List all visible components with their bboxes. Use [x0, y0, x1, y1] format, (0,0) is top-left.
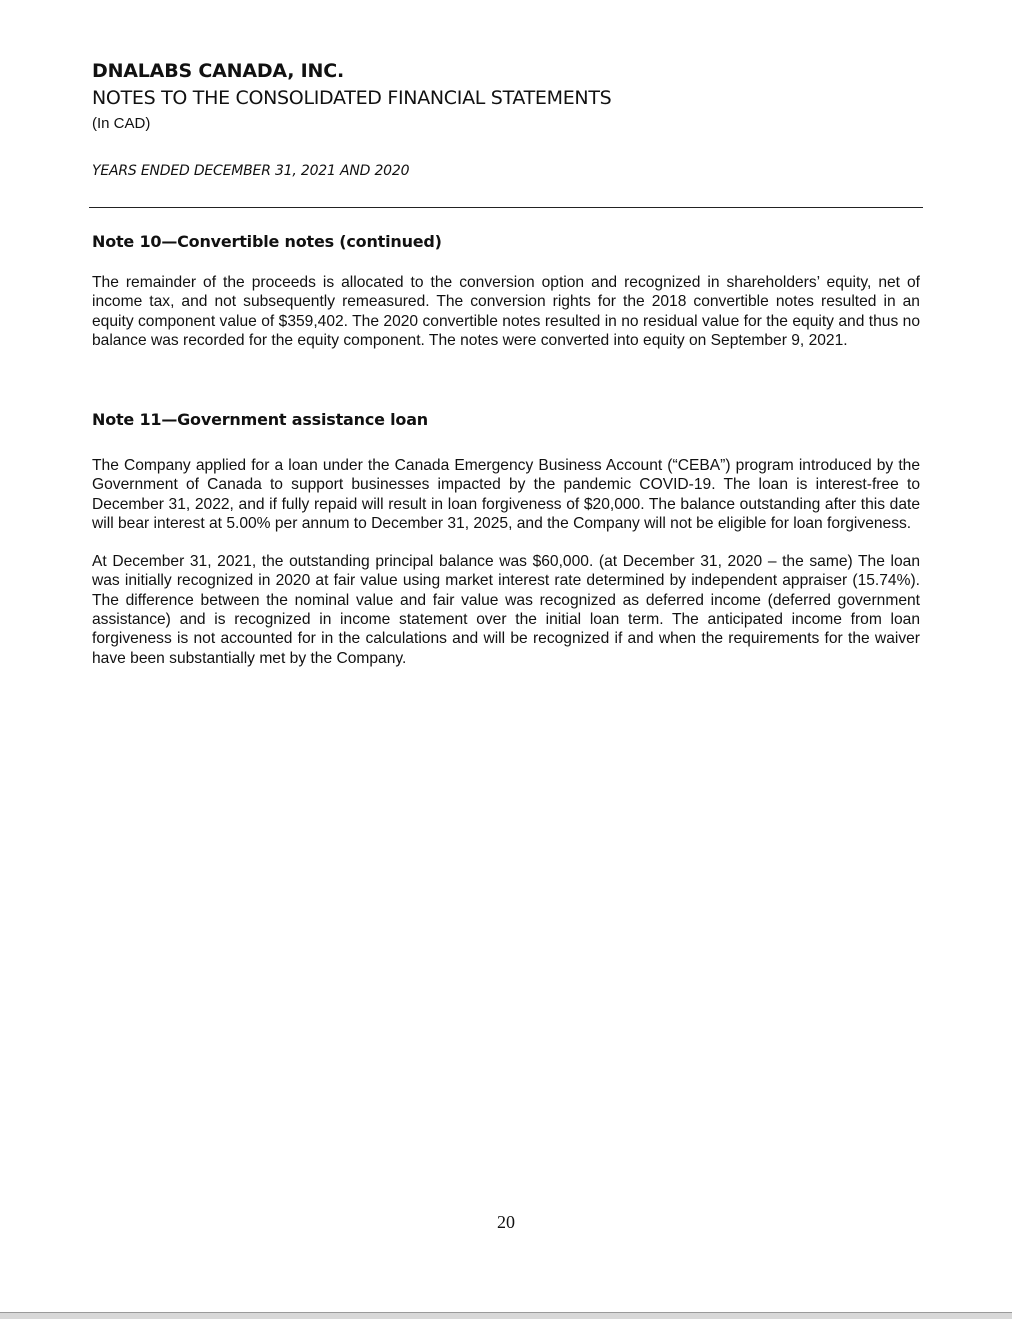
note-11-paragraph-1: The Company applied for a loan under the Canada Emergency Business Account (“CEBA”) program introduced by the Government of Canada to support businesses impacted by the pandemic COVID-19. The loan is interest-free to December 31, 2022, and if fully repaid will result in loan forgiveness of $20,000. The balance outstanding after this date will bear interest at 5.00% per annum to December 31, 2025, and the Company will not be eligible for loan forgiveness. [92, 457, 920, 532]
page-number: 20 [497, 1212, 515, 1232]
note-11-section [92, 409, 920, 668]
document-title: NOTES TO THE CONSOLIDATED FINANCIAL STATEMENTS [92, 87, 612, 109]
note-10-heading: Note 10—Convertible notes (continued) [92, 232, 442, 251]
note-10-paragraph: The remainder of the proceeds is allocated to the conversion option and recognized in shareholders’ equity, net of income tax, and not subsequently remeasured. The conversion rights for the 2018 convertible notes resulted in an equity component value of $359,402. The 2020 convertible notes resulted in no residual value for the equity and thus no balance was recorded for the equity component. The notes were converted into equity on September 9, 2021. [92, 274, 920, 349]
reporting-period: YEARS ENDED DECEMBER 31, 2021 AND 2020 [92, 163, 410, 179]
company-name: DNALABS CANADA, INC. [92, 60, 345, 82]
note-11-paragraph-2: At December 31, 2021, the outstanding principal balance was $60,000. (at December 31, 2020 – the same) The loan was initially recognized in 2020 at fair value using market interest rate determined by independent appraiser (15.74%). The difference between the nominal value and fair value was recognized as deferred income (deferred government assistance) and is recognized in income statement over the initial loan term. The anticipated income from loan forgiveness is not accounted for in the calculations and will be recognized if and when the requirements for the waiver have been substantially met by the Company. [92, 553, 920, 667]
note-11-heading: Note 11—Government assistance loan [92, 410, 428, 429]
currency-note: (In CAD) [92, 115, 151, 132]
page-header [92, 58, 922, 134]
header-divider [89, 207, 923, 208]
note-10-section [92, 231, 920, 350]
